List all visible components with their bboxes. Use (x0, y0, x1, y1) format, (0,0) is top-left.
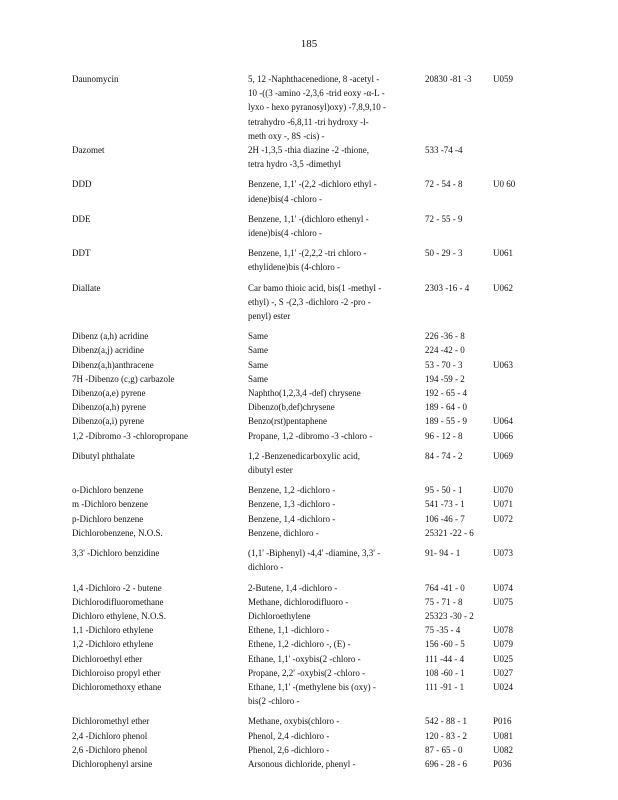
chemical-abstracts-name: ethylidene)bis (4-chloro - (248, 262, 340, 273)
waste-code (493, 560, 543, 574)
substance-name: Dibenz(a,h)anthracene (72, 359, 154, 370)
chemical-abstracts-name: tetra hydro -3,5 -dimethyl (248, 159, 341, 170)
chemical-abstracts-name: Benzene, 1,2 -dichloro - (248, 485, 336, 496)
chemical-abstracts-name: dichloro - (248, 562, 284, 573)
chemical-abstracts-name: Benzene, 1,4 -dichloro - (248, 513, 336, 524)
table-row (72, 309, 552, 323)
waste-code (493, 129, 543, 143)
table-row (72, 115, 552, 129)
waste-code (493, 463, 543, 477)
waste-code (493, 260, 543, 274)
waste-code: U070 (493, 485, 513, 496)
waste-code (493, 100, 543, 114)
chemical-abstracts-name: Phenol, 2,4 -dichloro - (248, 730, 330, 741)
chemical-abstracts-name: Methane, dichlorodifluoro - (248, 596, 349, 607)
waste-code: U025 (493, 653, 513, 664)
substance-name: Dichloromethoxy ethane (72, 681, 162, 692)
waste-code: U073 (493, 548, 513, 559)
substance-name (72, 192, 248, 206)
cas-number: 533 -74 -4 (425, 145, 463, 156)
substance-name (72, 295, 248, 309)
cas-number: 106 -46 - 7 (425, 513, 465, 524)
waste-code: U061 (493, 248, 513, 259)
cas-number: 96 - 12 - 8 (425, 430, 463, 441)
substance-name: Dibenzo(a,h) pyrene (72, 402, 146, 413)
chemical-abstracts-name: Ethene, 1,2 -dichloro -, (E) - (248, 639, 351, 650)
table-row (72, 546, 552, 560)
table-row (72, 729, 552, 743)
chemical-abstracts-name: 1,2 -Benzenedicarboxylic acid, (248, 450, 360, 461)
chemical-abstracts-name: Methane, oxybis(chloro - (248, 716, 340, 727)
waste-code: U027 (493, 667, 513, 678)
table-row (72, 226, 552, 240)
substance-name: p-Dichloro benzene (72, 513, 144, 524)
substance-name: Daunomycin (72, 74, 119, 84)
substance-name: 2,4 -Dichloro phenol (72, 730, 148, 741)
chemical-abstracts-name: idene)bis(4 -chloro - (248, 193, 322, 204)
cas-number: 156 -60 - 5 (425, 639, 465, 650)
hazardous-substances-table (72, 72, 552, 771)
chemical-abstracts-name: Propane, 2,2' -oxybis(2 -chloro - (248, 667, 366, 678)
substance-name (72, 115, 248, 129)
cas-number (425, 226, 493, 240)
chemical-abstracts-name: meth oxy -, 8S -cis) - (248, 130, 325, 141)
chemical-abstracts-name: Ethane, 1,1' -(methylene bis (oxy) - (248, 681, 376, 692)
cas-number (425, 129, 493, 143)
chemical-abstracts-name: Same (248, 359, 268, 370)
table-row (72, 414, 552, 428)
waste-code (493, 386, 543, 400)
table-row (72, 212, 552, 226)
waste-code: U075 (493, 596, 513, 607)
waste-code (493, 192, 543, 206)
substance-name: DDE (72, 213, 91, 224)
waste-code (493, 329, 543, 343)
substance-name: Dibenzo(a,e) pyrene (72, 388, 146, 399)
waste-code (493, 372, 543, 386)
table-row (72, 386, 552, 400)
cas-number: 25321 -22 - 6 (425, 527, 474, 538)
table-row (72, 483, 552, 497)
chemical-abstracts-name: (1,1' -Biphenyl) -4,4' -diamine, 3,3' - (248, 548, 381, 559)
cas-number: 111 -44 - 4 (425, 653, 465, 664)
cas-number: 108 -60 - 1 (425, 667, 465, 678)
cas-number (425, 157, 493, 171)
substance-name (72, 86, 248, 100)
cas-number (425, 192, 493, 206)
substance-name: Dichloro ethylene, N.O.S. (72, 610, 166, 621)
chemical-abstracts-name: Benzene, 1,3 -dichloro - (248, 499, 336, 510)
cas-number (425, 309, 493, 323)
chemical-abstracts-name: Phenol, 2,6 -dichloro - (248, 744, 330, 755)
waste-code: U079 (493, 639, 513, 650)
table-row (72, 429, 552, 443)
cas-number: 542 - 88 - 1 (425, 716, 467, 727)
waste-code: U024 (493, 681, 513, 692)
table-row (72, 694, 552, 708)
cas-number (425, 115, 493, 129)
table-row (72, 372, 552, 386)
cas-number: 541 -73 - 1 (425, 499, 465, 510)
waste-code (493, 609, 543, 623)
waste-code: P036 (493, 758, 512, 769)
chemical-abstracts-name: dibutyl ester (248, 465, 293, 476)
cas-number: 72 - 54 - 8 (425, 179, 463, 190)
substance-name: 3,3' -Dichloro benzidine (72, 548, 160, 559)
chemical-abstracts-name: Dichloroethylene (248, 610, 311, 621)
table-row (72, 281, 552, 295)
waste-code (493, 86, 543, 100)
waste-code: U072 (493, 513, 513, 524)
table-row (72, 560, 552, 574)
cas-number: 25323 -30 - 2 (425, 610, 474, 621)
chemical-abstracts-name: Naphtho(1,2,3,4 -def) chrysene (248, 388, 361, 399)
chemical-abstracts-name: 2H -1,3,5 -thia diazine -2 -thione, (248, 145, 369, 156)
cas-number: 50 - 29 - 3 (425, 248, 463, 259)
cas-number: 120 - 83 - 2 (425, 730, 467, 741)
substance-name: Dichloroethyl ether (72, 653, 143, 664)
waste-code: U082 (493, 744, 513, 755)
table-row (72, 666, 552, 680)
table-row (72, 343, 552, 357)
table-row (72, 86, 552, 100)
table-row (72, 449, 552, 463)
page-number: 185 (300, 38, 318, 50)
substance-name: 1,4 -Dichloro -2 - butene (72, 582, 162, 593)
cas-number: 53 - 70 - 3 (425, 359, 463, 370)
chemical-abstracts-name: tetrahydro -6,8,11 -tri hydroxy -l- (248, 116, 369, 127)
waste-code: U059 (493, 74, 513, 84)
cas-number: 696 - 28 - 6 (425, 758, 467, 769)
substance-name: Dibenz (a,h) acridine (72, 331, 149, 342)
substance-name: 1,2 -Dibromo -3 -chloropropane (72, 430, 188, 441)
waste-code (493, 212, 543, 226)
waste-code: U074 (493, 582, 513, 593)
waste-code: U069 (493, 450, 513, 461)
table-row (72, 714, 552, 728)
substance-name: Dibutyl phthalate (72, 450, 135, 461)
chemical-abstracts-name: Ethane, 1,1' -oxybis(2 -chloro - (248, 653, 361, 664)
chemical-abstracts-name: 10 -((3 -amino -2,3,6 -trid eoxy -α-L - (248, 88, 385, 99)
substance-name: Dichloroiso propyl ether (72, 667, 161, 678)
cas-number (425, 86, 493, 100)
substance-name: o-Dichloro benzene (72, 485, 144, 496)
chemical-abstracts-name: Benzene, 1,1' -(2,2 -dichloro ethyl - (248, 179, 377, 190)
waste-code: U066 (493, 430, 513, 441)
chemical-abstracts-name: Benzene, dichloro - (248, 527, 319, 538)
waste-code: U071 (493, 499, 513, 510)
table-row (72, 526, 552, 540)
chemical-abstracts-name: Ethene, 1,1 -dichloro - (248, 625, 330, 636)
cas-number: 192 - 65 - 4 (425, 388, 467, 399)
waste-code (493, 694, 543, 708)
table-row (72, 260, 552, 274)
waste-code (493, 343, 543, 357)
chemical-abstracts-name: penyl) ester (248, 311, 291, 322)
substance-name: Dazomet (72, 145, 105, 156)
waste-code: P016 (493, 716, 512, 727)
table-row (72, 192, 552, 206)
substance-name (72, 260, 248, 274)
substance-name (72, 100, 248, 114)
cas-number: 224 -42 - 0 (425, 345, 465, 356)
cas-number: 189 - 55 - 9 (425, 416, 467, 427)
waste-code (493, 143, 543, 157)
chemical-abstracts-name: Propane, 1,2 -dibromo -3 -chloro - (248, 430, 373, 441)
substance-name: Diallate (72, 282, 101, 293)
cas-number: 91- 94 - 1 (425, 548, 461, 559)
chemical-abstracts-name: 2-Butene, 1,4 -dichloro - (248, 582, 338, 593)
chemical-abstracts-name: Same (248, 345, 268, 356)
chemical-abstracts-name: Same (248, 373, 268, 384)
substance-name: Dichloromethyl ether (72, 716, 150, 727)
table-row (72, 358, 552, 372)
table-row (72, 100, 552, 114)
substance-name: Dibenzo(a,i) pyrene (72, 416, 144, 427)
table-row (72, 623, 552, 637)
waste-code: U062 (493, 282, 513, 293)
cas-number: 764 -41 - 0 (425, 582, 465, 593)
cas-number (425, 260, 493, 274)
cas-number (425, 100, 493, 114)
table-row (72, 329, 552, 343)
chemical-abstracts-name: Benzo(rst)pentaphene (248, 416, 327, 427)
waste-code (493, 400, 543, 414)
substance-name: Dichlorobenzene, N.O.S. (72, 527, 163, 538)
chemical-abstracts-name: Benzene, 1,1' -(dichloro ethenyl - (248, 213, 369, 224)
substance-name (72, 129, 248, 143)
cas-number: 75 -35 - 4 (425, 625, 461, 636)
substance-name (72, 309, 248, 323)
substance-name: 7H -Dibenzo (c,g) carbazole (72, 373, 175, 384)
cas-number: 75 - 71 - 8 (425, 596, 463, 607)
table-row (72, 295, 552, 309)
waste-code: U081 (493, 730, 513, 741)
table-row (72, 680, 552, 694)
table-row (72, 652, 552, 666)
cas-number (425, 295, 493, 309)
table-row (72, 177, 552, 191)
waste-code: U063 (493, 359, 513, 370)
chemical-abstracts-name: idene)bis(4 -chloro - (248, 228, 322, 239)
table-row (72, 72, 552, 86)
table-row (72, 757, 552, 771)
chemical-abstracts-name: Benzene, 1,1' -(2,2,2 -tri chloro - (248, 248, 367, 259)
table-row (72, 595, 552, 609)
chemical-abstracts-name: Same (248, 331, 268, 342)
chemical-abstracts-name: Car bamo thioic acid, bis(1 -methyl - (248, 282, 382, 293)
substance-name: 1,2 -Dichloro ethylene (72, 639, 154, 650)
cas-number: 189 - 64 - 0 (425, 402, 467, 413)
chemical-abstracts-name: ethyl) -, S -(2,3 -dichloro -2 -pro - (248, 296, 371, 307)
chemical-abstracts-name: bis(2 -chloro - (248, 696, 300, 707)
table-row (72, 512, 552, 526)
substance-name: DDD (72, 179, 92, 190)
waste-code: U078 (493, 625, 513, 636)
substance-name: 2,6 -Dichloro phenol (72, 744, 148, 755)
waste-code: U0 60 (493, 179, 516, 190)
waste-code (493, 226, 543, 240)
table-row (72, 743, 552, 757)
waste-code (493, 309, 543, 323)
cas-number: 111 -91 - 1 (425, 681, 465, 692)
table-row (72, 637, 552, 651)
table-row (72, 143, 552, 157)
cas-number (425, 694, 493, 708)
substance-name: Dibenz(a,j) acridine (72, 345, 144, 356)
table-row (72, 129, 552, 143)
chemical-abstracts-name: lyxo - hexo pyranosyl)oxy) -7,8,9,10 - (248, 102, 386, 113)
table-row (72, 463, 552, 477)
cas-number: 226 -36 - 8 (425, 331, 465, 342)
cas-number: 95 - 50 - 1 (425, 485, 463, 496)
substance-name: m -Dichloro benzene (72, 499, 148, 510)
waste-code (493, 115, 543, 129)
cas-number (425, 463, 493, 477)
waste-code (493, 526, 543, 540)
cas-number: 20830 -81 -3 (425, 74, 472, 84)
substance-name (72, 157, 248, 171)
table-row (72, 609, 552, 623)
substance-name (72, 463, 248, 477)
chemical-abstracts-name: Dibenzo(b,def)chrysene (248, 402, 335, 413)
substance-name: 1,1 -Dichloro ethylene (72, 625, 154, 636)
substance-name: Dichlorophenyl arsine (72, 758, 153, 769)
cas-number (425, 560, 493, 574)
substance-name (72, 560, 248, 574)
cas-number: 194 -59 - 2 (425, 373, 465, 384)
chemical-abstracts-name: 5, 12 -Naphthacenedione, 8 -acetyl - (248, 74, 380, 84)
substance-name: Dichlorodifluoromethane (72, 596, 164, 607)
substance-name (72, 694, 248, 708)
cas-number: 87 - 65 - 0 (425, 744, 463, 755)
cas-number: 84 - 74 - 2 (425, 450, 463, 461)
cas-number: 2303 -16 - 4 (425, 282, 470, 293)
table-row (72, 581, 552, 595)
table-row (72, 497, 552, 511)
waste-code: U064 (493, 416, 513, 427)
table-row (72, 246, 552, 260)
waste-code (493, 295, 543, 309)
table-row (72, 400, 552, 414)
cas-number: 72 - 55 - 9 (425, 213, 463, 224)
substance-name (72, 226, 248, 240)
substance-name: DDT (72, 248, 91, 259)
chemical-abstracts-name: Arsonous dichloride, phenyl - (248, 758, 356, 769)
waste-code (493, 157, 543, 171)
table-row (72, 157, 552, 171)
